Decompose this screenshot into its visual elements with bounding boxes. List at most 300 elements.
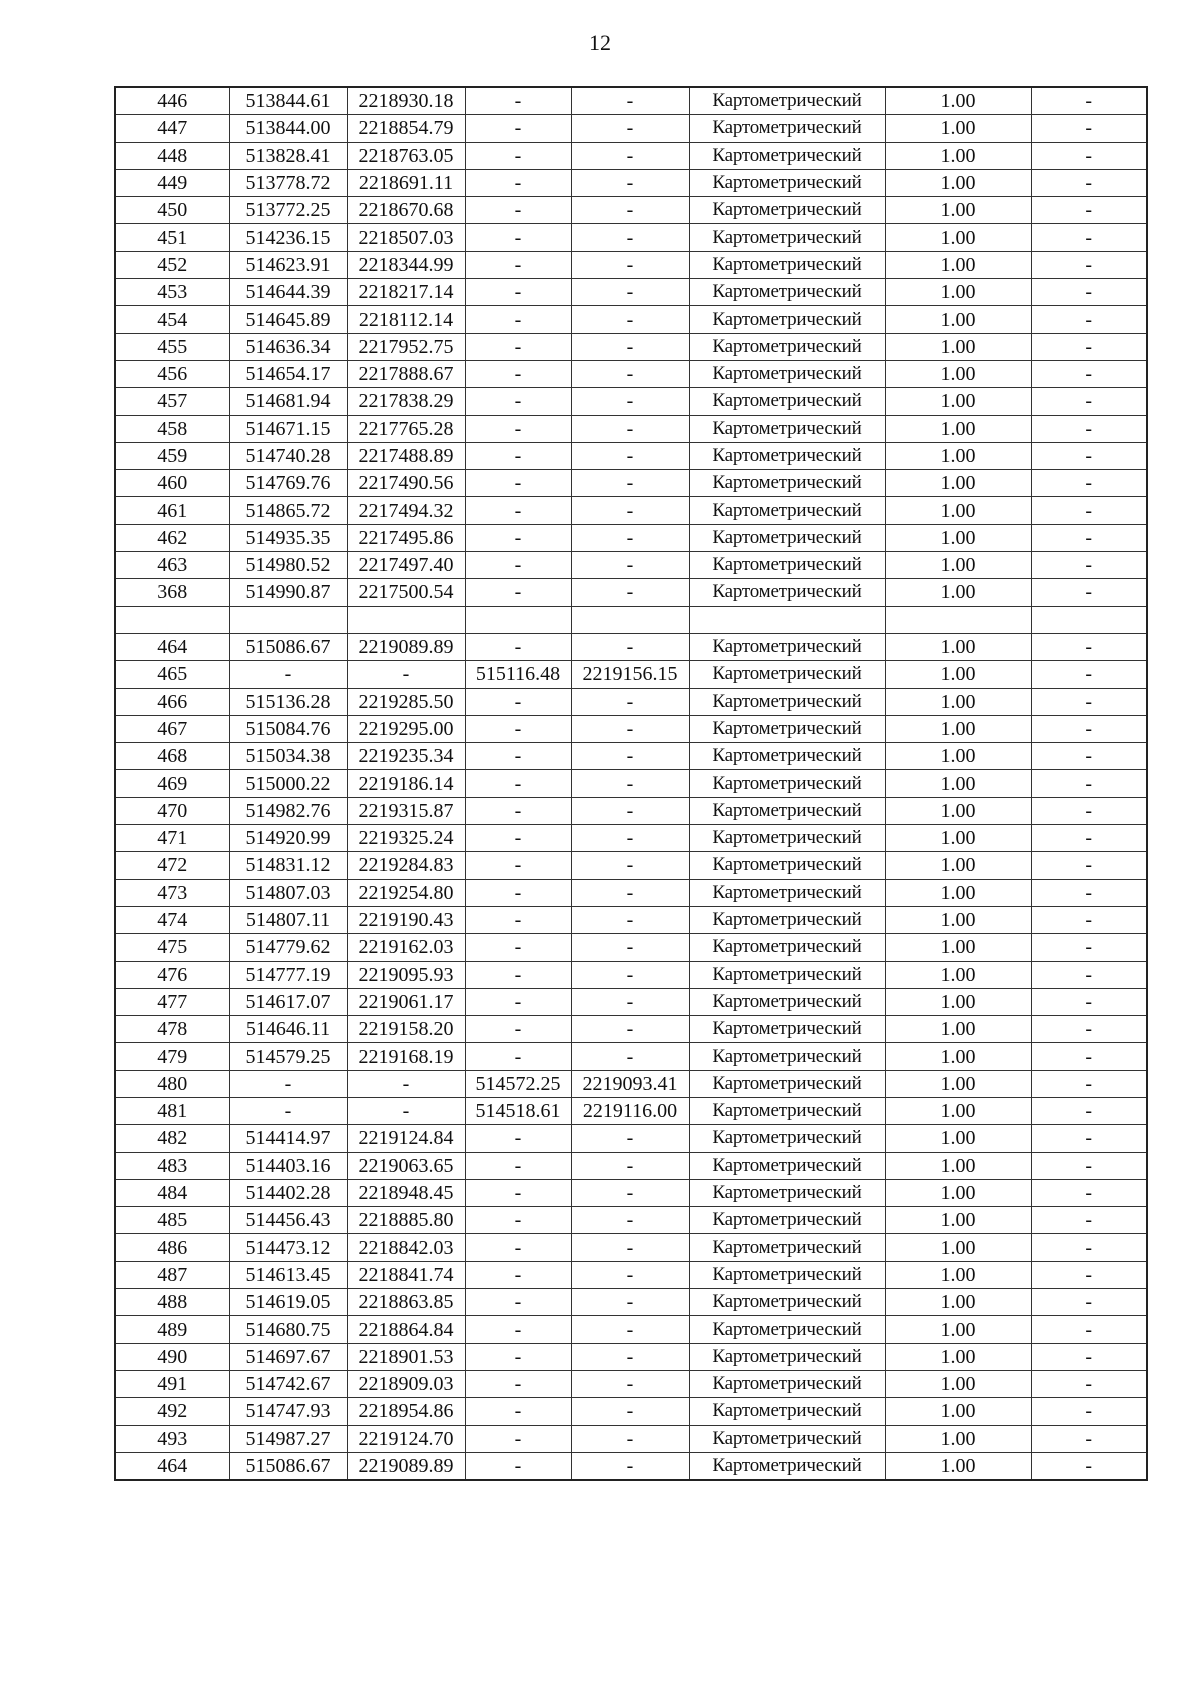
method-cell: Картометрический [689, 224, 885, 251]
point-number-cell: 465 [115, 661, 229, 688]
method-cell: Картометрический [689, 688, 885, 715]
method-cell: Картометрический [689, 87, 885, 115]
method-cell: Картометрический [689, 306, 885, 333]
note-cell: - [1031, 142, 1147, 169]
method-cell: Картометрический [689, 1152, 885, 1179]
y-alt-cell: - [571, 524, 689, 551]
point-number-cell: 492 [115, 1398, 229, 1425]
x-alt-cell: - [465, 279, 571, 306]
accuracy-cell: 1.00 [885, 442, 1031, 469]
table-row [115, 197, 1147, 224]
y-alt-cell: - [571, 442, 689, 469]
note-cell: - [1031, 797, 1147, 824]
accuracy-cell: 1.00 [885, 115, 1031, 142]
y-alt-cell: - [571, 169, 689, 196]
y-alt-cell: - [571, 1316, 689, 1343]
x-cell: 513828.41 [229, 142, 347, 169]
table-row [115, 825, 1147, 852]
method-cell: Картометрический [689, 1097, 885, 1124]
y-alt-cell: - [571, 1016, 689, 1043]
x-alt-cell: - [465, 1179, 571, 1206]
accuracy-cell: 1.00 [885, 169, 1031, 196]
point-number-cell: 471 [115, 825, 229, 852]
accuracy-cell: 1.00 [885, 825, 1031, 852]
point-number-cell: 447 [115, 115, 229, 142]
table-row [115, 797, 1147, 824]
method-cell: Картометрический [689, 988, 885, 1015]
x-cell: 514742.67 [229, 1370, 347, 1397]
y-cell: 2218864.84 [347, 1316, 465, 1343]
y-cell: 2219124.70 [347, 1425, 465, 1452]
accuracy-cell: 1.00 [885, 333, 1031, 360]
x-alt-cell: - [465, 1125, 571, 1152]
note-cell: - [1031, 115, 1147, 142]
x-cell: 514671.15 [229, 415, 347, 442]
method-cell: Картометрический [689, 197, 885, 224]
accuracy-cell: 1.00 [885, 961, 1031, 988]
point-number-cell: 458 [115, 415, 229, 442]
table-row [115, 115, 1147, 142]
method-cell: Картометрический [689, 879, 885, 906]
method-cell: Картометрический [689, 1425, 885, 1452]
method-cell: Картометрический [689, 961, 885, 988]
x-cell: 514402.28 [229, 1179, 347, 1206]
point-number-cell: 489 [115, 1316, 229, 1343]
y-cell: 2218842.03 [347, 1234, 465, 1261]
accuracy-cell: 1.00 [885, 306, 1031, 333]
note-cell: - [1031, 770, 1147, 797]
x-cell: 514935.35 [229, 524, 347, 551]
note-cell: - [1031, 442, 1147, 469]
y-cell: 2219254.80 [347, 879, 465, 906]
table-row [115, 1261, 1147, 1288]
table-row [115, 360, 1147, 387]
y-alt-cell: - [571, 251, 689, 278]
method-cell: Картометрический [689, 579, 885, 606]
method-cell: Картометрический [689, 169, 885, 196]
x-cell: 514987.27 [229, 1425, 347, 1452]
y-alt-cell: - [571, 879, 689, 906]
table-row [115, 961, 1147, 988]
x-alt-cell: - [465, 579, 571, 606]
accuracy-cell: 1.00 [885, 251, 1031, 278]
y-cell: - [347, 661, 465, 688]
x-alt-cell: - [465, 906, 571, 933]
y-cell: 2217490.56 [347, 470, 465, 497]
point-number-cell: 477 [115, 988, 229, 1015]
note-cell: - [1031, 825, 1147, 852]
x-cell: 514613.45 [229, 1261, 347, 1288]
accuracy-cell: 1.00 [885, 1398, 1031, 1425]
x-cell: - [229, 661, 347, 688]
accuracy-cell: 1.00 [885, 579, 1031, 606]
point-number-cell: 467 [115, 715, 229, 742]
x-alt-cell: - [465, 1261, 571, 1288]
method-cell: Картометрический [689, 1343, 885, 1370]
x-alt-cell: - [465, 1398, 571, 1425]
x-alt-cell: - [465, 1152, 571, 1179]
point-number-cell: 472 [115, 852, 229, 879]
note-cell: - [1031, 1097, 1147, 1124]
x-alt-cell: - [465, 797, 571, 824]
x-alt-cell: - [465, 1207, 571, 1234]
x-alt-cell: - [465, 197, 571, 224]
table-row [115, 743, 1147, 770]
y-alt-cell: - [571, 388, 689, 415]
x-alt-cell: - [465, 1316, 571, 1343]
y-alt-cell: - [571, 688, 689, 715]
x-alt-cell: - [465, 388, 571, 415]
x-cell: 514456.43 [229, 1207, 347, 1234]
accuracy-cell: 1.00 [885, 1343, 1031, 1370]
accuracy-cell: 1.00 [885, 661, 1031, 688]
x-alt-cell: 515116.48 [465, 661, 571, 688]
point-number-cell: 449 [115, 169, 229, 196]
x-alt-cell: - [465, 115, 571, 142]
x-alt-cell: 514572.25 [465, 1070, 571, 1097]
y-alt-cell: - [571, 715, 689, 742]
accuracy-cell: 1.00 [885, 1097, 1031, 1124]
y-cell: 2219162.03 [347, 934, 465, 961]
point-number-cell: 491 [115, 1370, 229, 1397]
x-cell: 514807.11 [229, 906, 347, 933]
method-cell: Картометрический [689, 1261, 885, 1288]
y-alt-cell [571, 606, 689, 633]
accuracy-cell: 1.00 [885, 1125, 1031, 1152]
y-cell: 2219284.83 [347, 852, 465, 879]
point-number-cell: 455 [115, 333, 229, 360]
table-row [115, 1398, 1147, 1425]
note-cell: - [1031, 961, 1147, 988]
accuracy-cell: 1.00 [885, 87, 1031, 115]
y-alt-cell: - [571, 579, 689, 606]
table-row [115, 1234, 1147, 1261]
note-cell: - [1031, 1343, 1147, 1370]
note-cell: - [1031, 1425, 1147, 1452]
note-cell: - [1031, 1070, 1147, 1097]
point-number-cell: 464 [115, 633, 229, 660]
note-cell: - [1031, 879, 1147, 906]
x-alt-cell: - [465, 497, 571, 524]
note-cell [1031, 606, 1147, 633]
x-cell: 515086.67 [229, 633, 347, 660]
accuracy-cell: 1.00 [885, 197, 1031, 224]
y-alt-cell: - [571, 197, 689, 224]
x-cell: 514980.52 [229, 552, 347, 579]
note-cell: - [1031, 470, 1147, 497]
table-row [115, 579, 1147, 606]
x-cell: 514636.34 [229, 333, 347, 360]
x-alt-cell: - [465, 688, 571, 715]
y-cell: 2217952.75 [347, 333, 465, 360]
y-cell: 2219295.00 [347, 715, 465, 742]
accuracy-cell: 1.00 [885, 1070, 1031, 1097]
x-cell: 514644.39 [229, 279, 347, 306]
y-alt-cell: - [571, 306, 689, 333]
x-cell: 514740.28 [229, 442, 347, 469]
point-number-cell: 476 [115, 961, 229, 988]
accuracy-cell: 1.00 [885, 1152, 1031, 1179]
x-cell: 515084.76 [229, 715, 347, 742]
point-number-cell: 468 [115, 743, 229, 770]
note-cell: - [1031, 1370, 1147, 1397]
y-cell [347, 606, 465, 633]
y-cell: 2217494.32 [347, 497, 465, 524]
accuracy-cell: 1.00 [885, 1316, 1031, 1343]
y-cell: 2219186.14 [347, 770, 465, 797]
x-alt-cell: - [465, 988, 571, 1015]
y-cell: 2218670.68 [347, 197, 465, 224]
table-row [115, 279, 1147, 306]
x-alt-cell [465, 606, 571, 633]
y-alt-cell: - [571, 224, 689, 251]
table-row [115, 306, 1147, 333]
x-alt-cell: - [465, 87, 571, 115]
table-row [115, 633, 1147, 660]
accuracy-cell [885, 606, 1031, 633]
table-row [115, 661, 1147, 688]
point-number-cell: 475 [115, 934, 229, 961]
table-row [115, 251, 1147, 278]
x-alt-cell: - [465, 524, 571, 551]
x-cell: 514831.12 [229, 852, 347, 879]
y-cell: 2218954.86 [347, 1398, 465, 1425]
table-row [115, 1016, 1147, 1043]
x-alt-cell: - [465, 442, 571, 469]
y-cell: 2218344.99 [347, 251, 465, 278]
x-cell: 514680.75 [229, 1316, 347, 1343]
accuracy-cell: 1.00 [885, 1016, 1031, 1043]
table-row [115, 606, 1147, 633]
y-cell: 2218507.03 [347, 224, 465, 251]
note-cell: - [1031, 552, 1147, 579]
x-cell: 514619.05 [229, 1289, 347, 1316]
note-cell: - [1031, 1179, 1147, 1206]
x-alt-cell: - [465, 1043, 571, 1070]
y-alt-cell: - [571, 333, 689, 360]
y-cell: 2218854.79 [347, 115, 465, 142]
y-cell: 2218763.05 [347, 142, 465, 169]
note-cell: - [1031, 1398, 1147, 1425]
table-row [115, 879, 1147, 906]
note-cell: - [1031, 497, 1147, 524]
method-cell: Картометрический [689, 852, 885, 879]
accuracy-cell: 1.00 [885, 552, 1031, 579]
note-cell: - [1031, 333, 1147, 360]
table-row [115, 87, 1147, 115]
method-cell: Картометрический [689, 333, 885, 360]
accuracy-cell: 1.00 [885, 1043, 1031, 1070]
method-cell: Картометрический [689, 388, 885, 415]
y-alt-cell: - [571, 1289, 689, 1316]
x-alt-cell: - [465, 961, 571, 988]
method-cell: Картометрический [689, 1043, 885, 1070]
point-number-cell: 493 [115, 1425, 229, 1452]
x-cell: 514403.16 [229, 1152, 347, 1179]
y-cell: 2219095.93 [347, 961, 465, 988]
x-alt-cell: - [465, 825, 571, 852]
note-cell: - [1031, 1234, 1147, 1261]
note-cell: - [1031, 988, 1147, 1015]
method-cell: Картометрический [689, 797, 885, 824]
coordinates-table [114, 86, 1148, 1481]
point-number-cell: 483 [115, 1152, 229, 1179]
method-cell [689, 606, 885, 633]
y-alt-cell: - [571, 797, 689, 824]
x-alt-cell: - [465, 879, 571, 906]
y-alt-cell: - [571, 115, 689, 142]
method-cell: Картометрический [689, 1370, 885, 1397]
point-number-cell: 454 [115, 306, 229, 333]
x-cell: 514697.67 [229, 1343, 347, 1370]
table-row [115, 770, 1147, 797]
x-cell: 514990.87 [229, 579, 347, 606]
point-number-cell: 453 [115, 279, 229, 306]
y-alt-cell: - [571, 1261, 689, 1288]
x-cell: 514681.94 [229, 388, 347, 415]
accuracy-cell: 1.00 [885, 1207, 1031, 1234]
x-cell: 513772.25 [229, 197, 347, 224]
y-cell: 2219325.24 [347, 825, 465, 852]
table-row [115, 1097, 1147, 1124]
method-cell: Картометрический [689, 934, 885, 961]
point-number-cell: 478 [115, 1016, 229, 1043]
method-cell: Картометрический [689, 661, 885, 688]
y-alt-cell: - [571, 360, 689, 387]
y-alt-cell: - [571, 1398, 689, 1425]
point-number-cell: 474 [115, 906, 229, 933]
accuracy-cell: 1.00 [885, 1234, 1031, 1261]
table-row [115, 1289, 1147, 1316]
table-row [115, 1043, 1147, 1070]
y-cell: 2218901.53 [347, 1343, 465, 1370]
accuracy-cell: 1.00 [885, 852, 1031, 879]
method-cell: Картометрический [689, 497, 885, 524]
point-number-cell: 368 [115, 579, 229, 606]
point-number-cell: 456 [115, 360, 229, 387]
table-row [115, 333, 1147, 360]
accuracy-cell: 1.00 [885, 934, 1031, 961]
x-alt-cell: - [465, 470, 571, 497]
accuracy-cell: 1.00 [885, 633, 1031, 660]
method-cell: Картометрический [689, 1234, 885, 1261]
method-cell: Картометрический [689, 743, 885, 770]
accuracy-cell: 1.00 [885, 906, 1031, 933]
y-alt-cell: - [571, 1043, 689, 1070]
table-row [115, 470, 1147, 497]
x-cell: - [229, 1097, 347, 1124]
x-alt-cell: - [465, 552, 571, 579]
y-alt-cell: - [571, 743, 689, 770]
y-alt-cell: - [571, 825, 689, 852]
method-cell: Картометрический [689, 906, 885, 933]
table-row [115, 169, 1147, 196]
method-cell: Картометрический [689, 1452, 885, 1480]
point-number-cell: 464 [115, 1452, 229, 1480]
x-alt-cell: - [465, 1343, 571, 1370]
note-cell: - [1031, 688, 1147, 715]
accuracy-cell: 1.00 [885, 470, 1031, 497]
x-cell: - [229, 1070, 347, 1097]
accuracy-cell: 1.00 [885, 770, 1031, 797]
x-cell: 513844.00 [229, 115, 347, 142]
note-cell: - [1031, 388, 1147, 415]
accuracy-cell: 1.00 [885, 879, 1031, 906]
note-cell: - [1031, 1289, 1147, 1316]
x-cell: 515000.22 [229, 770, 347, 797]
y-cell: 2218112.14 [347, 306, 465, 333]
method-cell: Картометрический [689, 1316, 885, 1343]
note-cell: - [1031, 661, 1147, 688]
y-alt-cell: 2219116.00 [571, 1097, 689, 1124]
y-cell: 2218841.74 [347, 1261, 465, 1288]
point-number-cell: 461 [115, 497, 229, 524]
method-cell: Картометрический [689, 142, 885, 169]
table-row [115, 1452, 1147, 1480]
y-cell: 2218691.11 [347, 169, 465, 196]
x-cell: 513778.72 [229, 169, 347, 196]
table-row [115, 1152, 1147, 1179]
x-alt-cell: - [465, 743, 571, 770]
y-cell: 2217888.67 [347, 360, 465, 387]
note-cell: - [1031, 1316, 1147, 1343]
point-number-cell: 490 [115, 1343, 229, 1370]
x-cell: 514236.15 [229, 224, 347, 251]
note-cell: - [1031, 934, 1147, 961]
x-alt-cell: - [465, 934, 571, 961]
x-alt-cell: - [465, 224, 571, 251]
note-cell: - [1031, 306, 1147, 333]
x-cell: 514769.76 [229, 470, 347, 497]
table-row [115, 388, 1147, 415]
point-number-cell: 460 [115, 470, 229, 497]
table-row [115, 1125, 1147, 1152]
method-cell: Картометрический [689, 552, 885, 579]
note-cell: - [1031, 1043, 1147, 1070]
y-alt-cell: - [571, 470, 689, 497]
method-cell: Картометрический [689, 470, 885, 497]
accuracy-cell: 1.00 [885, 497, 1031, 524]
note-cell: - [1031, 1207, 1147, 1234]
note-cell: - [1031, 415, 1147, 442]
x-alt-cell: - [465, 1452, 571, 1480]
accuracy-cell: 1.00 [885, 524, 1031, 551]
note-cell: - [1031, 360, 1147, 387]
y-cell: 2218948.45 [347, 1179, 465, 1206]
accuracy-cell: 1.00 [885, 1425, 1031, 1452]
note-cell: - [1031, 169, 1147, 196]
y-cell: 2219235.34 [347, 743, 465, 770]
method-cell: Картометрический [689, 1179, 885, 1206]
method-cell: Картометрический [689, 715, 885, 742]
x-alt-cell: - [465, 1234, 571, 1261]
accuracy-cell: 1.00 [885, 224, 1031, 251]
point-number-cell: 481 [115, 1097, 229, 1124]
table-row [115, 1425, 1147, 1452]
x-cell: 514623.91 [229, 251, 347, 278]
x-alt-cell: - [465, 333, 571, 360]
y-alt-cell: 2219156.15 [571, 661, 689, 688]
point-number-cell: 457 [115, 388, 229, 415]
y-cell: 2219124.84 [347, 1125, 465, 1152]
y-cell: 2217500.54 [347, 579, 465, 606]
y-alt-cell: - [571, 497, 689, 524]
y-alt-cell: - [571, 633, 689, 660]
method-cell: Картометрический [689, 770, 885, 797]
y-cell: - [347, 1070, 465, 1097]
accuracy-cell: 1.00 [885, 1370, 1031, 1397]
y-cell: 2219285.50 [347, 688, 465, 715]
